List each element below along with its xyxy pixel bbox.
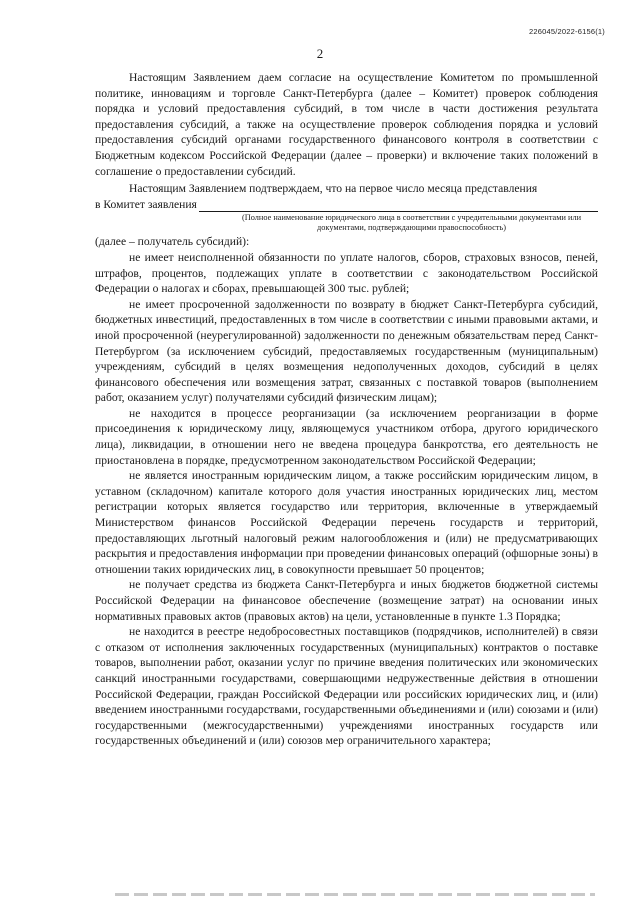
applicant-prefix: в Комитет заявления (95, 197, 197, 211)
condition-item: не является иностранным юридическим лицом, а также российским юридическим лицом, в уставном (складочном) капитале которого доля участия иностранных юридических лиц, местом регистрации которых является государство или территория, включенные в утверждаемый Министерством финансов Российской Федерации перечень государств и территорий, предоставляющих льготный налоговый режим налогообложения и (или) не предусматривающих раскрытия и предоставления информации при проведении финансовых операций (офшорные зоны) в отношении таких юридических лиц, в совокупности превышает 50 процентов; (95, 469, 598, 576)
applicant-name-footnote: (Полное наименование юридического лица в соответствии с учредительными документами или документами, подтверждающими правоспособность) (241, 213, 582, 233)
recipient-definition: (далее – получатель субсидий): (95, 235, 250, 249)
applicant-name-blank (199, 200, 598, 212)
applicant-name-line (95, 197, 598, 213)
document-body (95, 70, 598, 749)
condition-item: не имеет неисполненной обязанности по уплате налогов, сборов, страховых взносов, пеней, штрафов, процентов, подлежащих уплате в соответствии с законодательством Российской Федерации о налогах и сборах, превышающей 300 тыс. рублей; (95, 250, 598, 296)
confirmation-lead: Настоящим Заявлением подтверждаем, что на первое число месяца представления (129, 182, 538, 196)
cut-off-text-line (115, 893, 595, 896)
consent-paragraph: Настоящим Заявлением даем согласие на осуществление Комитетом по промышленной политике, инновациям и торговле Санкт-Петербурга (далее – Комитет) проверок соблюдения порядка и условий предоставления субсидий, в том числе в части достижения результата предоставления субсидий, а также на осуществление проверок соблюдения порядка и условий предоставления субсидий органами государственного финансового контроля в соответствии с Бюджетным кодексом Российской Федерации (далее – проверки) и включение таких положений в соглашение о предоставлении субсидий. (95, 71, 598, 178)
condition-item: не находится в процессе реорганизации (за исключением реорганизации в форме присоединения к юридическому лицу, являющемуся участником отбора, другого юридического лица), ликвидации, в отношении него не введена процедура банкротства, его деятельность не приостановлена в порядке, предусмотренном законодательством Российской Федерации; (95, 406, 598, 467)
condition-item: не имеет просроченной задолженности по возврату в бюджет Санкт-Петербурга субсидий, бюджетных инвестиций, предоставленных в том числе в соответствии с иными правовыми актами, и иной просроченной (неурегулированной) задолженности по денежным обязательствам перед Санкт-Петербургом (за исключением субсидий, предоставляемых государственным (муниципальным) учреждениям, субсидий в целях возмещения недополученных доходов, субсидий в целях финансового обеспечения или возмещения затрат, связанных с поставкой товаров (выполнением работ, оказанием услуг) получателями субсидий физическим лицам); (95, 297, 598, 405)
condition-item: не находится в реестре недобросовестных поставщиков (подрядчиков, исполнителей) в связи с отказом от исполнения заключенных государственных (муниципальных) контрактов о поставке товаров, выполнении работ, оказании услуг по причине введения политических или экономических санкций иностранными государствами, совершающими недружественные действия в отношении Российской Федерации, граждан Российской Федерации или российских юридических лиц, и (или) введением иностранными государствами, государственными объединениями и (или) союзами и (или) государственными (межгосударственными) учреждениями иностранных государств или государственных объединений и (или) союзов мер ограничительного характера; (95, 625, 598, 748)
condition-item: не получает средства из бюджета Санкт-Петербурга и иных бюджетов бюджетной системы Российской Федерации на финансовое обеспечение (возмещение затрат) на основании иных нормативных правовых актов (правовых актов) на цели, установленные в пункте 1.3 Порядка; (95, 578, 598, 623)
document-id: 226045/2022-6156(1) (529, 27, 605, 36)
page-number: 2 (316, 46, 324, 61)
